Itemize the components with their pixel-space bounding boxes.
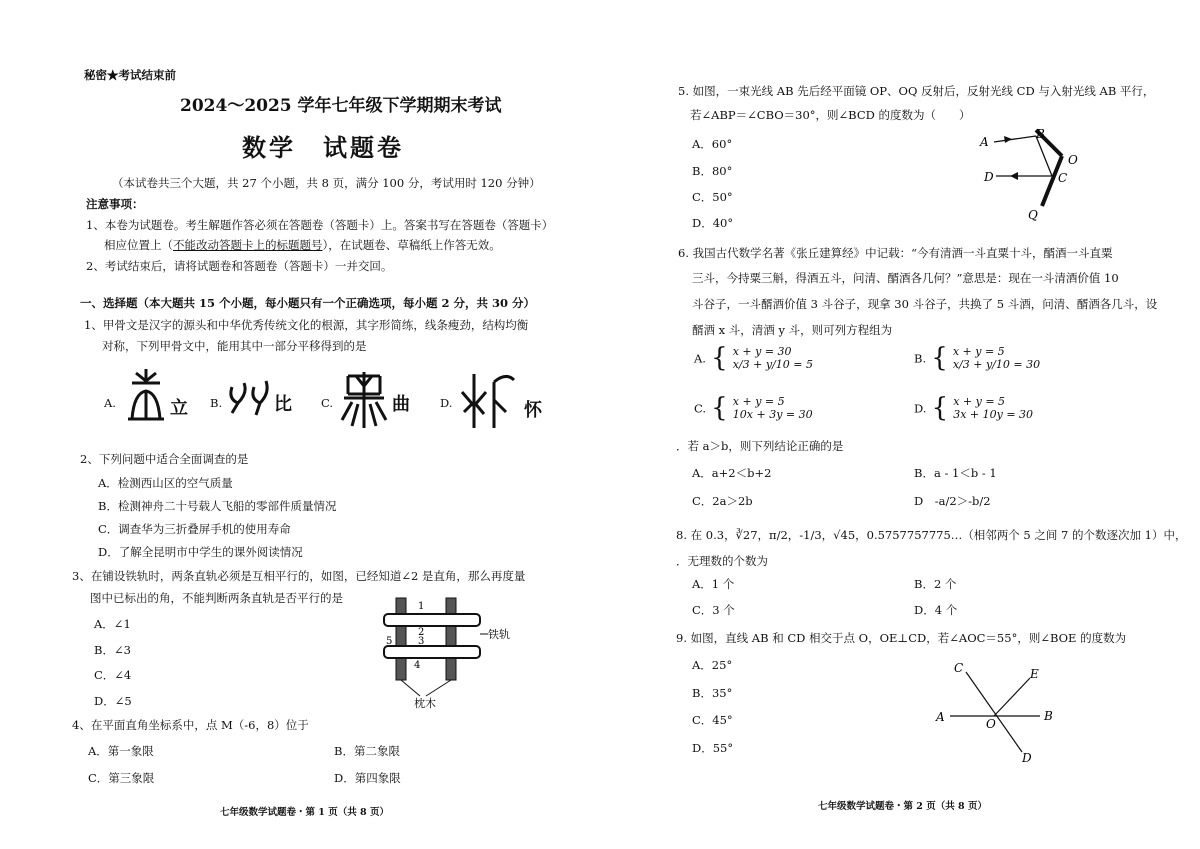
q6-stem-d: 醑酒 x 斗，清酒 y 斗，则可列方程组为: [692, 323, 893, 337]
q9-option-d: D．55°: [692, 741, 734, 755]
angle-1-label: 1: [418, 601, 425, 612]
point-a-label: A: [980, 135, 989, 149]
angle-5-label: 5: [386, 636, 393, 647]
q5-stem-b: 若∠ABP＝∠CBO＝30°，则∠BCD 的度数为（ ）: [690, 108, 971, 122]
point-b-label: B: [1036, 127, 1045, 141]
q6-option-a: A. { x + y = 30 x/3 + y/10 = 5: [694, 343, 813, 373]
q9-stem: 9. 如图，直线 AB 和 CD 相交于点 O，OE⊥CD，若∠AOC＝55°，则∠BOE 的度数为: [676, 631, 1127, 645]
point-o-label-9: O: [986, 717, 996, 731]
mirror-figure: [976, 124, 1086, 224]
q3-option-d: D．∠5: [94, 694, 132, 708]
q1-stem-a: 1、甲骨文是汉字的源头和中华优秀传统文化的根源，其字形简练，线条瘦劲，结构均衡: [84, 318, 529, 332]
q5-option-d: D．40°: [692, 216, 734, 230]
sleeper-label: 枕木: [414, 697, 436, 710]
q9-option-a: A．25°: [692, 658, 733, 672]
oracle-glyph-c: [338, 370, 390, 430]
q5-option-a: A．60°: [692, 137, 733, 151]
q6-option-b-letter: B.: [914, 351, 927, 366]
q5-stem-a: 5. 如图，一束光线 AB 先后经平面镜 OP、OQ 反射后，反射光线 CD 与入射光线 AB 平行，: [678, 84, 1155, 98]
q6-option-d: D. { x + y = 5 3x + 10y = 30: [914, 393, 1034, 423]
q3-option-a: A．∠1: [94, 617, 131, 631]
q1-option-a-char: 立: [170, 398, 188, 419]
point-d-label: D: [984, 170, 994, 184]
notes-heading: 注意事项：: [86, 197, 144, 211]
q1-option-b-letter: B.: [210, 396, 223, 410]
left-page-footer: 七年级数学试题卷・第 1 页（共 8 页）: [220, 807, 389, 818]
q1-option-b-char: 比: [274, 394, 292, 415]
exam-title: 2024～2025 学年七年级下学期期末考试: [180, 96, 502, 116]
q6-option-c-eq1: x + y = 5: [732, 395, 785, 408]
oracle-glyph-b: [226, 373, 274, 421]
note-2: 2、考试结束后，请将试题卷和答题卷（答题卡）一并交回。: [86, 259, 393, 273]
q6-option-a-letter: A.: [694, 351, 706, 366]
q6-stem-a: 6. 我国古代数学名著《张丘建算经》中记载：“今有清酒一斗直粟十斗，醑酒一斗直粟: [678, 246, 1113, 260]
q6-option-c: C. { x + y = 5 10x + 3y = 30: [694, 393, 813, 423]
q2-option-c: C．调查华为三折叠屏手机的使用寿命: [98, 522, 291, 536]
note-1b-underline: 不能改动答题卡上的标题题号: [173, 238, 323, 252]
q8-option-b: B．2 个: [914, 577, 957, 591]
q2-option-d: D．了解全昆明市中学生的课外阅读情况: [98, 545, 303, 559]
point-a-label-9: A: [936, 710, 945, 724]
q4-option-a: A．第一象限: [88, 744, 154, 758]
q4-option-d: D．第四象限: [334, 771, 401, 785]
q2-option-b: B．检测神舟二十号载人飞船的零部件质量情况: [98, 499, 337, 513]
q6-option-a-eq1: x + y = 30: [732, 345, 792, 358]
angle-3-label: 3: [418, 636, 425, 647]
q1-option-d-letter: D.: [440, 396, 453, 410]
q6-stem-c: 斗谷子，一斗醑酒价值 3 斗谷子，现拿 30 斗谷子，共换了 5 斗酒，问清、醑酒各几斗，设: [692, 297, 1158, 311]
right-page-footer: 七年级数学试题卷・第 2 页（共 8 页）: [818, 801, 987, 812]
q7-option-d: D -a/2＞-b/2: [914, 494, 991, 508]
angle-4-label: 4: [414, 660, 421, 671]
q8-option-c: C．3 个: [692, 603, 735, 617]
q4-option-c: C．第三象限: [88, 771, 155, 785]
oracle-glyph-a: [124, 367, 168, 423]
subject-title: 数学 试题卷: [242, 133, 404, 162]
point-b-label-9: B: [1044, 709, 1053, 723]
exam-instructions: （本试卷共三个大题，共 27 个小题，共 8 页，满分 100 分，考试用时 120 分钟）: [112, 176, 541, 190]
q6-option-b: B. { x + y = 5 x/3 + y/10 = 30: [914, 343, 1041, 373]
note-1b: [104, 238, 501, 252]
q6-option-c-eq2: 10x + 3y = 30: [732, 408, 813, 421]
q6-option-c-letter: C.: [694, 401, 707, 416]
note-1a: 1、本卷为试题卷。考生解题作答必须在答题卷（答题卡）上。答案书写在答题卷（答题卡）: [86, 218, 554, 232]
q7-stem: ．若 a＞b，则下列结论正确的是: [676, 439, 844, 453]
q3-option-c: C．∠4: [94, 668, 132, 682]
q9-option-b: B．35°: [692, 686, 733, 700]
point-c-label-9: C: [954, 661, 964, 675]
point-e-label-9: E: [1030, 667, 1039, 681]
q6-option-a-eq2: x/3 + y/10 = 5: [732, 358, 813, 371]
point-d-label-9: D: [1022, 751, 1032, 765]
point-o-label: O: [1068, 153, 1078, 167]
q6-option-d-letter: D.: [914, 401, 927, 416]
q6-option-b-eq1: x + y = 5: [952, 345, 1005, 358]
q6-option-b-eq2: x/3 + y/10 = 30: [952, 358, 1041, 371]
oracle-glyph-d: [458, 372, 520, 430]
railway-figure: [376, 594, 526, 710]
q2-stem: 2、下列问题中适合全面调查的是: [80, 452, 249, 466]
q3-stem-a: 3、在铺设铁轨时，两条直轨必须是互相平行的，如图，已经知道∠2 是直角，那么再度量: [72, 569, 526, 583]
q8-stem-b: ．无理数的个数为: [676, 554, 768, 568]
note-1b-post: ），在试题卷、草稿纸上作答无效。: [322, 238, 501, 252]
q1-option-a-letter: A.: [104, 396, 116, 410]
point-c-label: C: [1058, 171, 1068, 185]
point-q-label: Q: [1028, 208, 1038, 222]
q4-stem: 4、在平面直角坐标系中，点 M（-6，8）位于: [72, 718, 309, 732]
q3-option-b: B．∠3: [94, 643, 131, 657]
q4-option-b: B．第二象限: [334, 744, 400, 758]
angle-2-label: 2: [418, 627, 425, 638]
q1-stem-b: 对称，下列甲骨文中，能用其中一部分平移得到的是: [102, 339, 367, 353]
q8-stem-a: 8. 在 0.3，∛27，π/2，-1/3，√45，0.5757757775…（相邻两个 5 之间 7 的个数逐次加 1）中，: [676, 528, 1187, 542]
q5-option-b: B．80°: [692, 164, 733, 178]
secret-label: 秘密★考试结束前: [84, 68, 176, 82]
q7-option-b: B．a - 1＜b - 1: [914, 466, 997, 480]
note-1b-pre: 相应位置上（: [104, 238, 173, 252]
q1-option-c-letter: C.: [321, 396, 334, 410]
rail-label: 铁轨: [488, 628, 510, 641]
q5-option-c: C．50°: [692, 190, 733, 204]
q8-option-d: D．4 个: [914, 603, 958, 617]
q6-stem-b: 三斗，今持粟三斛，得酒五斗，问清、醑酒各几何？”意思是：现在一斗清酒价值 10: [692, 271, 1119, 285]
q9-option-c: C．45°: [692, 713, 733, 727]
q3-stem-b: 图中已标出的角，不能判断两条直轨是否平行的是: [90, 591, 343, 605]
q7-option-c: C．2a＞2b: [692, 494, 753, 508]
q6-option-d-eq2: 3x + 10y = 30: [953, 408, 1034, 421]
q1-option-d-char: 怀: [524, 400, 542, 421]
q7-option-a: A．a+2＜b+2: [692, 466, 772, 480]
q2-option-a: A．检测西山区的空气质量: [98, 476, 233, 490]
q1-option-c-char: 曲: [392, 394, 410, 415]
section-1-heading: 一、选择题（本大题共 15 个小题，每小题只有一个正确选项，每小题 2 分，共 30 分）: [80, 296, 536, 310]
q6-option-d-eq1: x + y = 5: [953, 395, 1006, 408]
q8-option-a: A．1 个: [692, 577, 735, 591]
intersecting-lines-figure: [926, 660, 1066, 770]
